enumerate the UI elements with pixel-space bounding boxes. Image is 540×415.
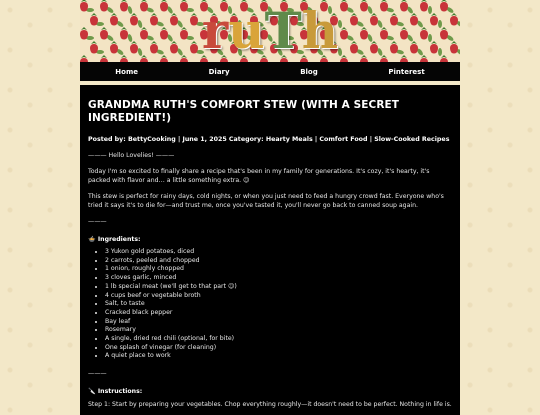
nav-blog-link[interactable]: Blog bbox=[300, 67, 318, 76]
list-item: • Rosemary bbox=[105, 326, 452, 335]
list-item: • A quiet place to work bbox=[105, 352, 452, 361]
ingredients-heading: 🍲 Ingredients: bbox=[88, 236, 141, 243]
logo-letter: h bbox=[301, 1, 339, 60]
intro-paragraph-2: This stew is perfect for rainy days, cold nights, or when you just need to feed a hungry crowd fast. Everyone who's tried it says it's to die for—and trust me, once you've tasted it, you'll never go back to canned soup again. bbox=[88, 193, 444, 209]
greeting: ——— Hello Lovelies! ——— bbox=[88, 152, 175, 159]
divider: ——— bbox=[88, 218, 107, 225]
header-banner bbox=[80, 0, 460, 62]
nav-pinterest-link[interactable]: Pinterest bbox=[388, 67, 425, 76]
site-logo[interactable] bbox=[80, 1, 460, 60]
list-item: • Cracked black pepper bbox=[105, 309, 452, 318]
list-item: • 1 lb special meat (we'll get to that part 😉) bbox=[105, 283, 452, 292]
list-item: • 2 carrots, peeled and chopped bbox=[105, 257, 452, 266]
ingredients-list bbox=[88, 248, 452, 361]
list-item: • Bay leaf bbox=[105, 318, 452, 327]
main-nav bbox=[80, 62, 460, 81]
nav-home-link[interactable]: Home bbox=[115, 67, 139, 76]
instruction-step: Step 1: Start by preparing your vegetables. Chop everything roughly—it doesn't need to be perfect. Nothing in life is. bbox=[88, 401, 452, 409]
logo-letter: r bbox=[201, 1, 229, 60]
list-item: • 3 cloves garlic, minced bbox=[105, 274, 452, 283]
post-content bbox=[80, 85, 460, 415]
list-item: • Salt, to taste bbox=[105, 300, 452, 309]
list-item: • One splash of vinegar (for cleaning) bbox=[105, 344, 452, 353]
instructions-heading: 🔪 Instructions: bbox=[88, 388, 143, 396]
post-meta: Posted by: BettyCooking | June 1, 2025 Category: Hearty Meals | Comfort Food | Slow-Cooked Recipes bbox=[88, 136, 450, 143]
page-wrapper bbox=[80, 0, 460, 409]
list-item: • 3 Yukon gold potatoes, diced bbox=[105, 248, 452, 257]
nav-diary-link[interactable]: Diary bbox=[208, 67, 230, 76]
logo-letter: T bbox=[264, 1, 302, 60]
list-item: • 4 cups beef or vegetable broth bbox=[105, 292, 452, 301]
logo-letter: u bbox=[228, 1, 265, 60]
list-item: • A single, dried red chili (optional, for bite) bbox=[105, 335, 452, 344]
list-item: • 1 onion, roughly chopped bbox=[105, 265, 452, 274]
post-title: GRANDMA RUTH'S COMFORT STEW (WITH A SECRET INGREDIENT!) bbox=[88, 99, 400, 124]
intro-paragraph: Today I'm so excited to finally share a recipe that's been in my family for generations. It's cozy, it's hearty, it's packed with flavor and… a little something extra. 😉 bbox=[88, 168, 430, 184]
divider: ——— bbox=[88, 370, 107, 378]
